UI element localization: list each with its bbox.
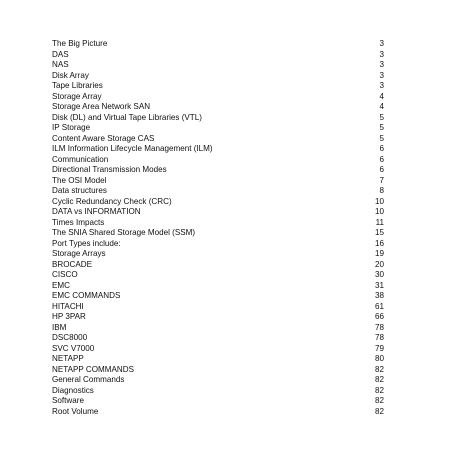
toc-entry-page-number: 5 <box>379 133 384 143</box>
toc-entry-page-number: 82 <box>374 364 384 374</box>
toc-entry <box>52 333 384 344</box>
toc-entry-title: IBM <box>52 322 67 332</box>
toc-entry <box>52 323 384 334</box>
toc-entry <box>52 228 384 239</box>
toc-entry-page-number: 10 <box>374 196 384 206</box>
toc-entry-page-number: 11 <box>375 217 384 227</box>
toc-entry <box>52 123 384 134</box>
toc-entry-title: Software <box>52 396 84 405</box>
toc-entry-page-number: 3 <box>379 39 384 48</box>
toc-entry <box>52 207 384 218</box>
toc-entry <box>52 81 384 92</box>
toc-entry-title: Communication <box>52 154 109 164</box>
toc-entry-title: ILM Information Lifecycle Management (ILM) <box>52 144 213 153</box>
toc-entry-page-number: 80 <box>374 354 384 363</box>
toc-entry-title: Data structures <box>52 186 107 195</box>
toc-entry <box>52 176 384 187</box>
toc-entry-title: Times Impacts <box>52 217 105 227</box>
toc-entry-title: CISCO <box>52 270 78 279</box>
toc-entry-page-number: 30 <box>374 270 384 279</box>
toc-entry-title: Storage Area Network SAN <box>52 102 151 111</box>
toc-entry <box>52 249 384 260</box>
toc-entry-title: EMC <box>52 280 70 290</box>
toc-entry <box>52 281 384 292</box>
toc-entry-title: The SNIA Shared Storage Model (SSM) <box>52 228 196 237</box>
toc-entry-title: EMC COMMANDS <box>52 291 121 300</box>
toc-entry <box>52 344 384 355</box>
toc-entry-page-number: 4 <box>379 91 384 101</box>
toc-entry <box>52 71 384 82</box>
toc-entry-page-number: 3 <box>379 49 384 59</box>
toc-entry <box>52 113 384 124</box>
toc-entry-page-number: 7 <box>379 175 384 185</box>
toc-entry <box>52 260 384 271</box>
toc-entry <box>52 270 384 281</box>
toc-entry <box>52 39 384 50</box>
toc-entry-title: Directional Transmission Modes <box>52 165 167 174</box>
toc-entry-title: Diagnostics <box>52 385 94 395</box>
toc-entry <box>52 386 384 397</box>
toc-entry-page-number: 66 <box>374 312 384 321</box>
toc-entry <box>52 134 384 145</box>
toc-entry-title: NAS <box>52 60 69 69</box>
toc-entry <box>52 239 384 250</box>
toc-entry <box>52 186 384 197</box>
toc-entry-title: Disk (DL) and Virtual Tape Libraries (VTL) <box>52 112 202 122</box>
toc-entry-title: IP Storage <box>52 123 91 132</box>
toc-entry <box>52 354 384 365</box>
toc-entry-page-number: 78 <box>374 322 384 332</box>
toc-entry-page-number: 38 <box>374 291 384 300</box>
toc-entry-page-number: 6 <box>379 154 384 164</box>
toc-entry-page-number: 3 <box>379 70 384 80</box>
toc-entry-title: Disk Array <box>52 70 89 80</box>
toc-entry <box>52 165 384 176</box>
toc-entry-title: HP 3PAR <box>52 312 86 321</box>
toc-entry-title: Cyclic Redundancy Check (CRC) <box>52 196 172 206</box>
toc-entry <box>52 218 384 229</box>
toc-entry-page-number: 5 <box>379 123 384 132</box>
toc-entry-page-number: 6 <box>379 165 384 174</box>
toc-entry-title: NETAPP <box>52 354 84 363</box>
toc-entry <box>52 312 384 323</box>
toc-entry-title: NETAPP COMMANDS <box>52 364 134 374</box>
toc-entry-page-number: 82 <box>374 375 384 384</box>
toc-entry-page-number: 15 <box>374 228 384 237</box>
table-of-contents <box>52 39 384 417</box>
toc-entry <box>52 144 384 155</box>
toc-entry <box>52 155 384 166</box>
toc-entry-title: DATA vs INFORMATION <box>52 207 141 216</box>
toc-entry <box>52 396 384 407</box>
toc-entry-page-number: 82 <box>374 385 384 395</box>
toc-entry-title: The Big Picture <box>52 39 108 48</box>
toc-entry-page-number: 82 <box>374 396 384 405</box>
toc-entry-title: DSC8000 <box>52 333 88 342</box>
toc-entry-page-number: 19 <box>374 249 384 258</box>
toc-entry <box>52 302 384 313</box>
toc-entry <box>52 197 384 208</box>
toc-entry-page-number: 8 <box>379 186 384 195</box>
toc-entry-page-number: 78 <box>374 333 384 342</box>
toc-entry <box>52 92 384 103</box>
toc-entry-page-number: 61 <box>374 301 384 311</box>
toc-entry-title: BROCADE <box>52 259 93 269</box>
toc-entry-title: General Commands <box>52 375 125 384</box>
toc-entry-page-number: 6 <box>379 144 384 153</box>
toc-entry-title: HITACHI <box>52 301 84 311</box>
toc-entry-page-number: 4 <box>379 102 384 111</box>
toc-entry-page-number: 3 <box>379 81 384 90</box>
toc-entry-title: Root Volume <box>52 406 99 416</box>
toc-entry-page-number: 82 <box>374 406 384 416</box>
toc-entry-page-number: 31 <box>374 280 384 290</box>
toc-entry-page-number: 20 <box>374 259 384 269</box>
toc-entry-page-number: 3 <box>379 60 384 69</box>
toc-entry-title: Content Aware Storage CAS <box>52 133 155 143</box>
toc-entry-title: Tape Libraries <box>52 81 103 90</box>
toc-entry <box>52 60 384 71</box>
toc-entry-title: Storage Array <box>52 91 102 101</box>
toc-entry-page-number: 16 <box>374 238 384 248</box>
toc-entry-title: DAS <box>52 49 69 59</box>
toc-entry-title: The OSI Model <box>52 175 107 185</box>
toc-entry-page-number: 10 <box>374 207 384 216</box>
toc-entry-title: SVC V7000 <box>52 343 95 353</box>
toc-entry <box>52 50 384 61</box>
toc-entry-page-number: 5 <box>379 112 384 122</box>
toc-entry <box>52 407 384 418</box>
toc-entry <box>52 375 384 386</box>
toc-entry-page-number: 79 <box>374 343 384 353</box>
toc-entry <box>52 102 384 113</box>
toc-entry <box>52 365 384 376</box>
toc-entry-title: Storage Arrays <box>52 249 106 258</box>
toc-entry-title: Port Types include: <box>52 238 121 248</box>
toc-entry <box>52 291 384 302</box>
